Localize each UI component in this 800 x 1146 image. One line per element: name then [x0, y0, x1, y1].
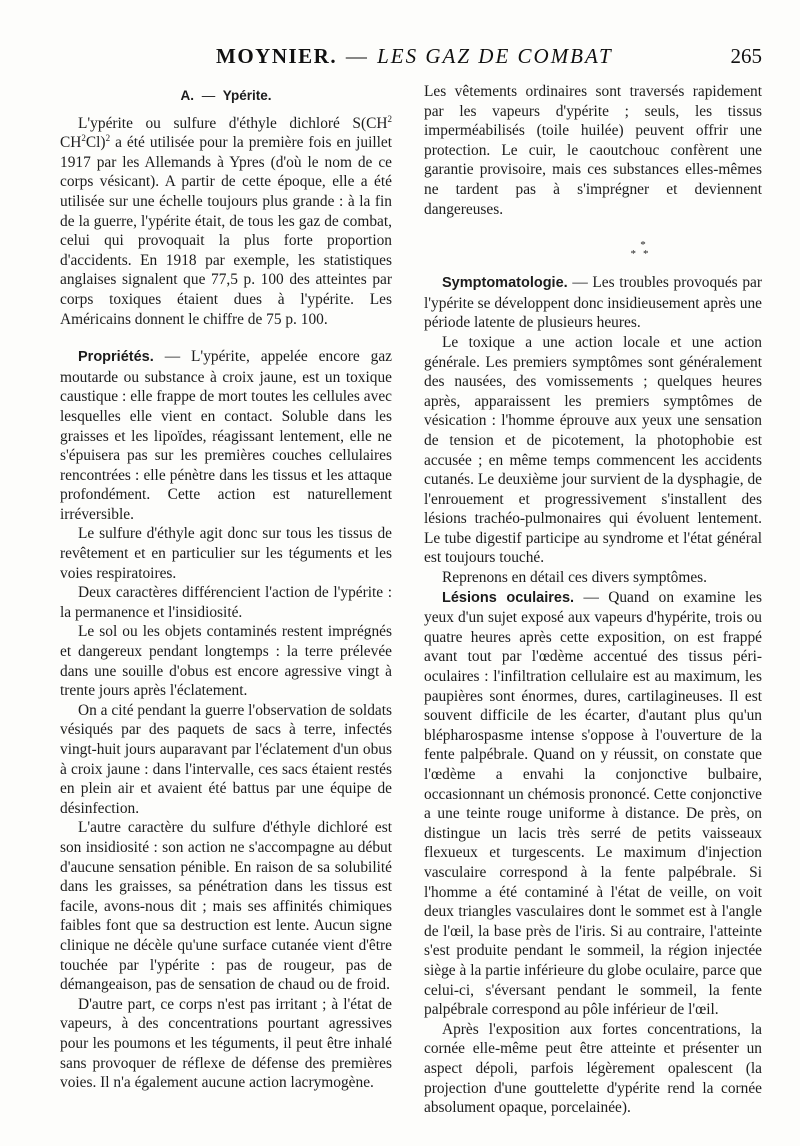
- running-title: [216, 44, 613, 69]
- lesions-oculaires-heading: Lésions oculaires.: [442, 589, 575, 606]
- paragraph: Le sol ou les objets contaminés restent imprégnés et dangereux pendant longtemps : la terre prélevée dans une souille d'obus est encore agressive vingt à trente jours après l'éclatement.: [60, 623, 392, 700]
- formula-sub-1: 2: [387, 113, 392, 124]
- paragraph: Reprenons en détail ces divers symptômes.: [442, 569, 707, 587]
- lesions-paragraph: [424, 588, 762, 1020]
- work-title: LES GAZ DE COMBAT: [377, 44, 613, 68]
- running-head: [0, 44, 800, 74]
- paragraph: Après l'exposition aux fortes concentrations, la cornée elle-même peut être atteinte et présenter un aspect dépoli, parfois légèrement opalescent (la projection d'une gouttelette d'ypérite rend la cornée absolument opaque, porcelainée).: [424, 1020, 762, 1117]
- intro-text-a: L'ypérite ou sulfure d'éthyle dichloré S(CH: [78, 114, 388, 132]
- section-break-asterism: [424, 241, 762, 259]
- intro-paragraph: [60, 114, 392, 330]
- paragraph: Le toxique a une action locale et une action générale. Les premiers symptômes sont généralement des nausées, des vomissements ; quelques heures après, apparaissent les premiers symptômes de vésication : l'homme éprouve aux yeux une sensation de tension et de picotement, la photophobie est accusée ; en même temps commencent les accidents cutanés. Le deuxième jour survient de la dysphagie, de l'enrouement et progressivement s'installent des lésions trachéo-pulmonaires qui évoluent lentement. Le tube digestif participe au syndrome et l'état général est toujours touché.: [424, 333, 762, 567]
- symptomatologie-text: — Les troubles provoqués par l'ypérite se développent donc insidieusement après une période latente de plusieurs heures.: [424, 274, 762, 332]
- right-column: [424, 82, 762, 1118]
- paragraph: D'autre part, ce corps n'est pas irritant ; à l'état de vapeurs, à des concentrations pourtant agressives pour les poumons et les téguments, il peut être inhalé sans provoquer de réflexe de défense des premières voies. Il n'a également aucune action lacrymogène.: [60, 995, 392, 1092]
- author-name: MOYNIER.: [216, 44, 338, 68]
- symptomatologie-heading: Symptomatologie.: [442, 275, 568, 292]
- proprietes-heading: Propriétés.: [78, 349, 154, 366]
- title-separator: —: [345, 44, 369, 68]
- formula-sub-3: 2: [105, 133, 111, 144]
- symptomatologie-paragraph: [424, 273, 762, 333]
- paragraph: Le sulfure d'éthyle agit donc sur tous les tissus de revêtement et en particulier sur les téguments et les voies respiratoires.: [60, 525, 392, 582]
- proprietes-text: — L'ypérite, appelée encore gaz moutarde ou substance à croix jaune, est un toxique caustique : elle frappe de mort toutes les cellules avec lesquelles elle vient en contact. Soluble dans les graisses et les lipoïdes, réagissant lentement, elle ne s'épuisera pas sur les premières couches cellulaires rencontrées : elle pénètre dans les tissus et les attaque profondément. Cette action est naturellement irréversible.: [60, 348, 392, 523]
- proprietes-paragraph: [60, 347, 392, 524]
- section-letter: A.: [180, 88, 194, 103]
- formula-sub-2: 2: [81, 133, 86, 144]
- paragraph: Deux caractères différencient l'action de l'ypérite : la permanence et l'insidiosité.: [60, 584, 392, 621]
- section-dash: —: [201, 88, 216, 103]
- paragraph: L'autre caractère du sulfure d'éthyle dichloré est son insidiosité : son action ne s'accompagne au début d'aucune sensation pénible. En raison de sa solubilité dans les graisses, sa pénétration dans les tissus est facile, avons-nous dit ; mais ses affinités chimiques faibles font que sa destruction est lente. Aucun signe clinique ne décèle qu'une surface cutanée vient d'être touchée par l'ypérite : pas de rougeur, pas de démangeaison, pas de sensation de chaud ou de froid.: [60, 819, 392, 994]
- section-heading-yperite: [60, 86, 392, 106]
- paragraph: Les vêtements ordinaires sont traversés rapidement par les vapeurs d'ypérite ; seuls, les tissus imperméabilisés (toile huilée) peuvent offrir une protection. Le cuir, le caoutchouc confèrent une garantie provisoire, mais ces substances elles-mêmes ne tardent pas à s'imprégner et deviennent dangereuses.: [424, 83, 762, 218]
- lesions-text: — Quand on examine les yeux d'un sujet exposé aux vapeurs d'hypérite, trois ou quatre heures après cette exposition, on est frappé avant tout par l'œdème accentué des tissus péri-oculaires : l'infiltration cellulaire est au maximum, les paupières sont énormes, dures, cartilagineuses. Il est souvent difficile de les écarter, d'autant plus qu'un blépharospasme intense s'oppose à l'ouverture de la fente palpébrale. Quand on y réussit, on constate que l'œdème a envahi la conjonctive bulbaire, occasionnant un chémosis prononcé. Cette conjonctive a une teinte rouge uniforme à distance. De près, on distingue un lacis très serré de petits vaisseaux flexueux et turgescents. Le maximum d'injection vasculaire correspond à la fente palpébrale. Si l'homme a été contaminé à l'état de veille, on voit deux triangles vasculaires dont le sommet est à l'angle de l'œil, la base près de l'iris. Si au contraire, l'atteinte s'est produite pendant le sommeil, la région injectée siège à la partie inférieure du globe oculaire, parce que celui-ci, s'éversant pendant le sommeil, la fente palpébrale correspond au pôle inférieur de l'œil.: [424, 588, 762, 1019]
- left-column: [60, 82, 392, 1093]
- intro-text-d: a été utilisée pour la première fois en juillet 1917 par les Allemands à Ypres (d'où le nom de ce corps vésicant). A partir de cette époque, elle a été utilisée sur une échelle toujours plus grande : à la fin de la guerre, l'ypérite était, de tous les gaz de combat, celui qui provoquait la plus forte proportion d'accidents. En 1918 par exemple, les statistiques anglaises signalent que 77,5 p. 100 des atteintes par corps toxiques étaient dues à l'ypérite. Les Américains donnent le chiffre de 75 p. 100.: [60, 134, 392, 328]
- asterism-bottom: **: [630, 248, 656, 261]
- intro-text-c: Cl): [85, 134, 106, 152]
- asterism-top: *: [640, 239, 646, 252]
- section-title: Ypérite.: [222, 88, 272, 103]
- page-number: 265: [730, 44, 762, 68]
- intro-text-b: CH: [60, 134, 82, 152]
- paragraph: On a cité pendant la guerre l'observation de soldats vésiqués par des paquets de sacs à terre, infectés vingt-huit jours auparavant par l'éclatement d'un obus à croix jaune : dans l'intervalle, ces sacs étaient restés en plein air et avaient été battus par une équipe de désinfection.: [60, 701, 392, 817]
